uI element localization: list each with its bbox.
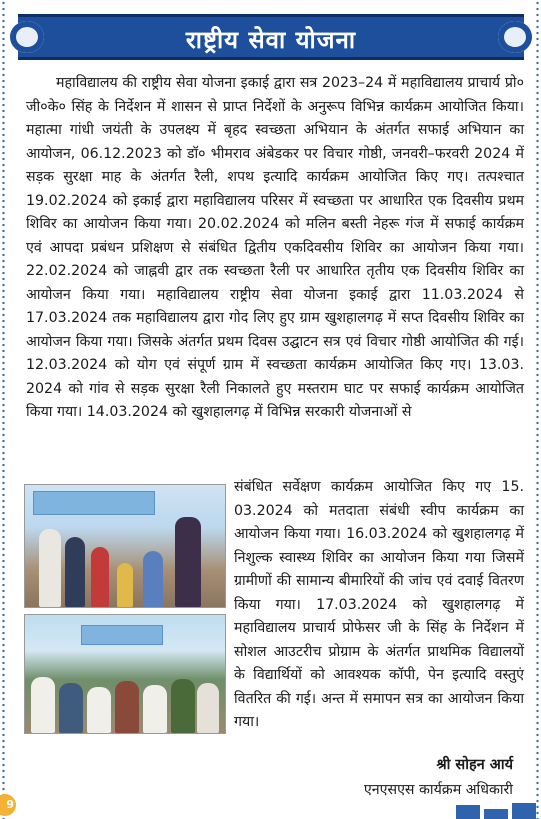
photo-village-survey — [24, 484, 226, 608]
footer-decoration — [484, 809, 508, 819]
signature-name: श्री सोहन आर्य — [436, 757, 513, 773]
photo-person — [39, 529, 61, 607]
photo-person — [117, 563, 133, 607]
photo-person — [143, 551, 163, 607]
photo-banner-cloth — [81, 625, 163, 645]
photo-person — [143, 685, 167, 733]
body-paragraph-2: संबंधित सर्वेक्षण कार्यक्रम आयोजित किए गए 15. 03.2024 को मतदाता संबंधी स्वीप कार्यक्रम का आयोजन किया गया। 16.03.2024 को खुशहालगढ़ में निशुल्क स्वास्थ्य शिविर का आयोजन किया गया जिसमें ग्रामीणों की सामान्य बीमारियों की जांच एवं दवाई वितरण किया गया। 17.03.2024 को खुशहालगढ़ में महाविद्यालय प्राचार्य प्रोफेसर जी के सिंह के निर्देशन में सोशल आउटरीच प्रोग्राम के अंतर्गत प्राथमिक विद्यालयों के विद्यार्थियों को आवश्यक कॉपी, पेन इत्यादि वस्तुएं वितरित की गई। अन्त में समापन सत्र का आयोजन किया गया। — [234, 479, 524, 730]
title-banner — [18, 14, 524, 60]
signature-designation: एनएसएस कार्यक्रम अधिकारी — [363, 782, 513, 798]
body-paragraph-1: महाविद्यालय की राष्ट्रीय सेवा योजना इकाई द्वारा सत्र 2023–24 में महाविद्यालय प्राचार्य प्रो० जी०के० सिंह के निर्देशन में शासन से प्राप्त निर्देशों के अनुरूप विभिन्न कार्यक्रम आयोजित किया। महात्मा गांधी जयंती के उपलक्ष्य में बृहद स्वच्छता अभियान के अंतर्गत सफाई अभियान का आयोजन, 06.12.2023 को डॉ० भीमराव अंबेडकर पर विचार गोष्ठी, जनवरी–फरवरी 2024 में सड़क सुरक्षा माह के अंतर्गत रैली, शपथ इत्यादि कार्यक्रम आयोजित किए गए। तत्पश्चात 19.02.2024 को इकाई द्वारा महाविद्यालय परिसर में स्वच्छता पर आधारित एक दिवसीय प्रथम शिविर का आयोजन किया गया। 20.02.2024 को मलिन बस्ती नेहरू गंज में सफाई कार्यक्रम एवं आपदा प्रबंधन प्रशिक्षण से संबंधित द्वितीय एकदिवसीय शिविर का आयोजन किया गया। 22.02.2024 को जाह्नवी द्वार तक स्वच्छता रैली पर आधारित तृतीय एक दिवसीय शिविर का आयोजन किया गया। महाविद्यालय राष्ट्रीय सेवा योजना इकाई द्वारा 11.03.2024 से 17.03.2024 तक महाविद्यालय द्वारा गोद लिए हुए ग्राम खुशहालगढ़ में सप्त दिवसीय शिविर का आयोजन किया गया। जिसके अंतर्गत प्रथम दिवस उद्घाटन सत्र एवं विचार गोष्ठी आयोजित की गई। 12.03.2024 को योग एवं संपूर्ण ग्राम में स्वच्छता कार्यक्रम आयोजित किए गए। 13.03. 2024 को गांव से सड़क सुरक्षा रैली निकालते हुए मस्तराम घाट पर सफाई कार्यक्रम आयोजित किया गया। 14.03.2024 को खुशहालगढ़ में विभिन्न सरकारी योजनाओं से — [26, 75, 524, 420]
photo-person — [65, 537, 85, 607]
photo-person — [91, 547, 109, 607]
page-number: 9 — [0, 794, 16, 816]
photo-person — [175, 517, 201, 607]
photo-person — [171, 679, 195, 733]
footer-decoration — [512, 803, 536, 819]
right-dotted-border — [535, 0, 540, 819]
page-title: राष्ट्रीय सेवा योजना — [185, 26, 357, 54]
left-dotted-border — [1, 0, 6, 819]
photo-person — [197, 683, 219, 733]
photo-person — [31, 677, 55, 733]
photo-person — [87, 687, 111, 733]
photo-group-outreach — [24, 614, 226, 734]
photo-person — [115, 681, 139, 733]
photo-person — [59, 683, 83, 733]
footer-decoration — [456, 805, 480, 819]
photo-banner-cloth — [33, 491, 155, 515]
